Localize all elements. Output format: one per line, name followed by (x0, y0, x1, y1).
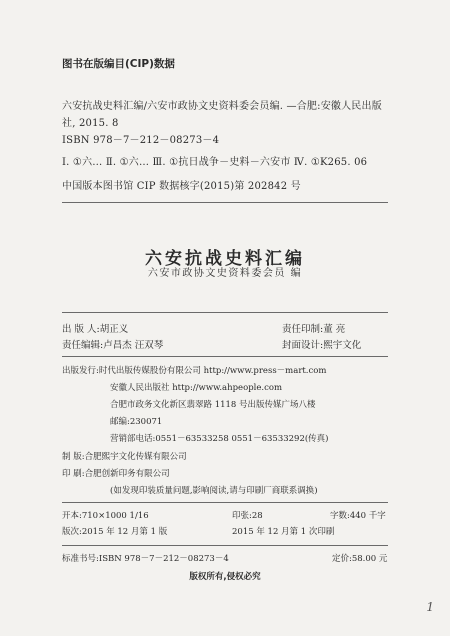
book-format: 开本:710×1000 1/16 (62, 511, 149, 521)
specs-divider (62, 545, 388, 546)
publisher: 安徽人民出版社 http://www.ahpeople.com (110, 383, 283, 393)
print-sheets: 印张:28 (232, 511, 263, 521)
copyright-notice: 版权所有,侵权必究 (189, 572, 261, 582)
cover-design: 封面设计:熙宇文化 (282, 340, 362, 351)
distributor: 出版发行:时代出版传媒股份有限公司 http://www.press－mart.com (62, 366, 327, 376)
edition: 版次:2015 年 12 月第 1 版 (62, 527, 168, 537)
cip-divider (62, 202, 388, 203)
address: 合肥市政务文化新区翡翠路 1118 号出版传媒广场八楼 (110, 400, 316, 410)
cip-isbn: ISBN 978－7－212－08273－4 (62, 135, 220, 146)
publisher-person: 出 版 人:胡正义 (62, 324, 129, 335)
cip-line-2: 社, 2015. 8 (62, 118, 119, 129)
book-title: 六安抗战史料汇编 (145, 249, 305, 269)
responsible-editors: 责任编辑:卢昌杰 汪双琴 (62, 340, 164, 351)
page-mark: 1 (426, 600, 434, 614)
printer: 印 刷:合肥创新印务有限公司 (62, 469, 170, 479)
cip-header: 图书在版编目(CIP)数据 (62, 58, 175, 70)
postcode: 邮编:230071 (110, 417, 163, 427)
printing-date: 2015 年 12 月第 1 次印刷 (232, 527, 335, 537)
price: 定价:58.00 元 (332, 554, 388, 564)
publishing-divider (62, 502, 388, 503)
cip-line-1: 六安抗战史料汇编/六安市政协文史资料委会员编. —合肥:安徽人民出版 (62, 101, 382, 112)
title-divider (62, 312, 388, 313)
plate-maker: 制 版:合肥熙宇文化传媒有限公司 (62, 452, 187, 462)
print-editor: 责任印制:董 亮 (282, 324, 346, 335)
standard-book-number: 标准书号:ISBN 978－7－212－08273－4 (62, 554, 229, 564)
quality-notice: (如发现印装质量问题,影响阅读,请与印刷厂商联系调换) (110, 486, 318, 496)
credits-divider (62, 356, 388, 357)
cip-data-number: 中国版本图书馆 CIP 数据核字(2015)第 202842 号 (62, 181, 301, 192)
word-count: 字数:440 千字 (330, 511, 386, 521)
sales-phone: 营销部电话:0551－63533258 0551－63533292(传真) (110, 434, 329, 444)
book-editor: 六安市政协文史资料委会员 编 (147, 268, 303, 279)
cip-classification: Ⅰ. ①六… Ⅱ. ①六… Ⅲ. ①抗日战争－史料－六安市 Ⅳ. ①K265. 06 (62, 157, 368, 168)
